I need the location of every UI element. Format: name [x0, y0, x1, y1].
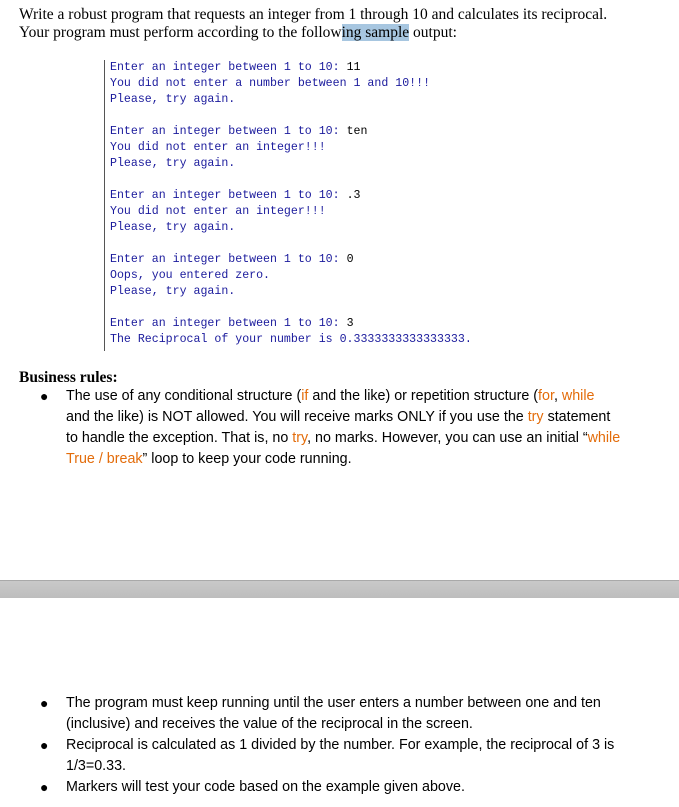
bullet-icon: ● [40, 388, 49, 404]
bullet-icon: ● [40, 779, 49, 795]
problem-line-1: Write a robust program that requests an integer from 1 through 10 and calculates its reciprocal. [19, 6, 608, 23]
text-selection-highlight: ing sample [341, 24, 410, 41]
console-line: Enter an integer between 1 to 10: 11 [110, 61, 361, 74]
bullet-icon: ● [40, 737, 49, 753]
console-line: Enter an integer between 1 to 10: 0 [110, 253, 354, 266]
console-line: You did not enter an integer!!! [110, 141, 326, 154]
rules-list-page-2 [0, 693, 622, 798]
console-line: Please, try again. [110, 285, 236, 298]
user-input: 11 [346, 61, 361, 74]
bullet-icon: ● [40, 695, 49, 711]
console-line: Enter an integer between 1 to 10: ten [110, 125, 368, 138]
business-rules-heading: Business rules: [19, 369, 118, 386]
console-line: Enter an integer between 1 to 10: 3 [110, 317, 354, 330]
page-break-divider [0, 580, 679, 599]
user-input: ten [346, 125, 368, 138]
console-line: You did not enter a number between 1 and 10!!! [110, 77, 431, 90]
console-line: The Reciprocal of your number is 0.3333333333333333. [110, 333, 472, 346]
rule-item: ● The program must keep running until the user enters a number between one and ten (inclusive) and receives the value of the reciprocal in the screen. [40, 695, 601, 732]
console-line: Please, try again. [110, 221, 236, 234]
user-input: .3 [346, 189, 361, 202]
console-line: Please, try again. [110, 93, 236, 106]
console-line: You did not enter an integer!!! [110, 205, 326, 218]
user-input: 3 [346, 317, 354, 330]
console-line: Enter an integer between 1 to 10: .3 [110, 189, 361, 202]
rule-item: ● The use of any conditional structure (if and the like) or repetition structure (for, while and the like) is NOT allowed. You will receive marks ONLY if you use the try statement to handle the exception. That is, no try, no marks. However, you can use an initial “while True / break” loop to keep your code running. [40, 388, 621, 467]
sample-output-console [104, 60, 665, 351]
rules-list-page-1 [0, 386, 622, 470]
user-input: 0 [346, 253, 354, 266]
problem-line-2-start: Your program must perform according to the follow [19, 24, 342, 41]
document-page-2 [0, 598, 679, 807]
console-line: Oops, you entered zero. [110, 269, 271, 282]
rule-item: ● Markers will test your code based on the example given above. [0, 777, 622, 798]
rule-item: ● Reciprocal is calculated as 1 divided by the number. For example, the reciprocal of 3 is 1/3=0.33. [40, 737, 615, 774]
problem-line-2-end: output: [409, 24, 457, 41]
console-line: Please, try again. [110, 157, 236, 170]
problem-statement [19, 6, 669, 42]
